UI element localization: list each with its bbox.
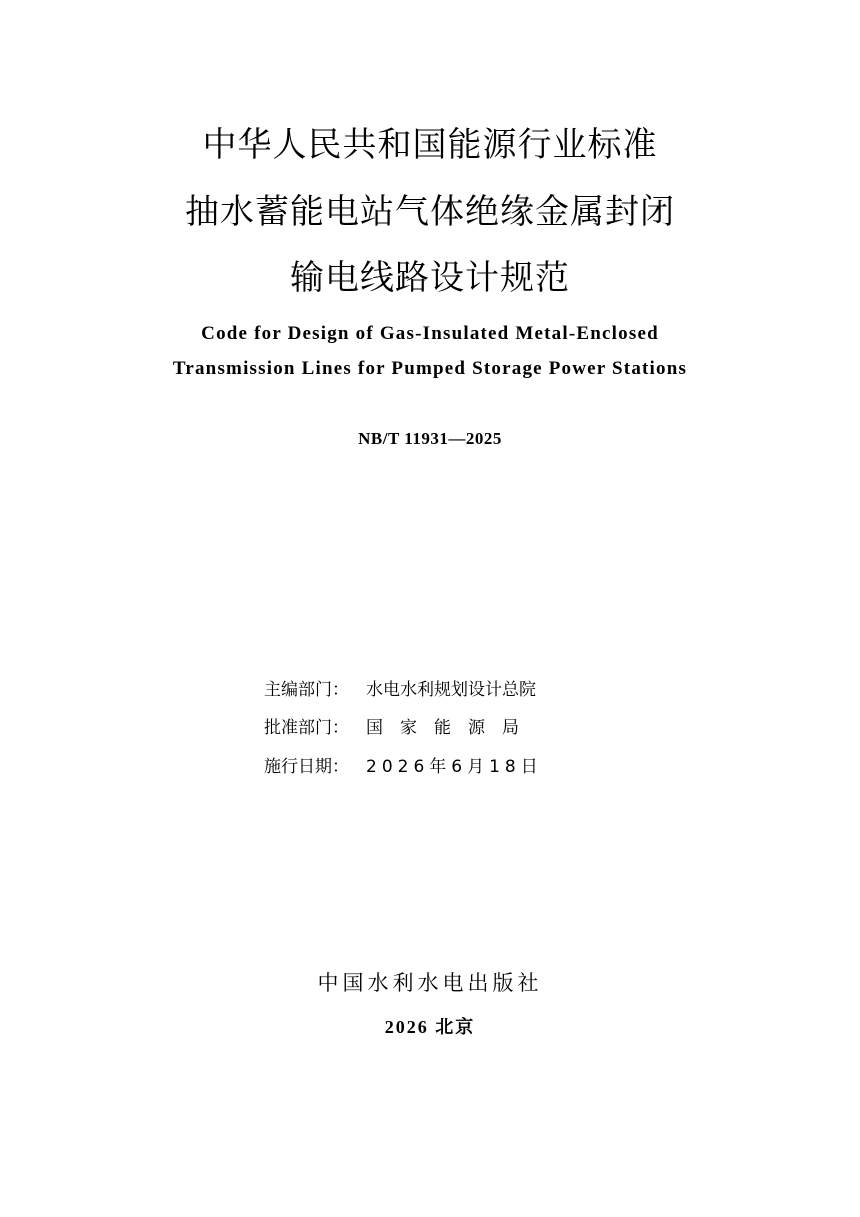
publisher: 中国水利水电出版社 — [317, 971, 543, 995]
approver-label: 批准部门： — [264, 718, 349, 738]
title-cn-line2: 抽水蓄能电站气体绝缘金属封闭 — [185, 192, 675, 232]
title-en-line2: Transmission Lines for Pumped Storage Power Stations — [172, 358, 688, 379]
effective-date-label: 施行日期： — [264, 757, 349, 777]
effective-date-value: 2026年6月18日 — [366, 757, 543, 777]
effective-date-row — [264, 754, 543, 780]
editor-label: 主编部门： — [264, 680, 349, 700]
title-cn-line1: 中华人民共和国能源行业标准 — [202, 125, 658, 165]
title-en-line1: Code for Design of Gas-Insulated Metal-Enclosed — [201, 323, 659, 344]
editor-row — [264, 677, 536, 703]
place-year: 2026 北京 — [384, 1017, 476, 1037]
approver-value: 国家能源局 — [366, 718, 536, 738]
approver-row — [264, 715, 536, 741]
title-cn-line3: 输电线路设计规范 — [290, 258, 570, 298]
standard-number: NB/T 11931—2025 — [358, 429, 502, 448]
editor-value: 水电水利规划设计总院 — [366, 680, 536, 700]
